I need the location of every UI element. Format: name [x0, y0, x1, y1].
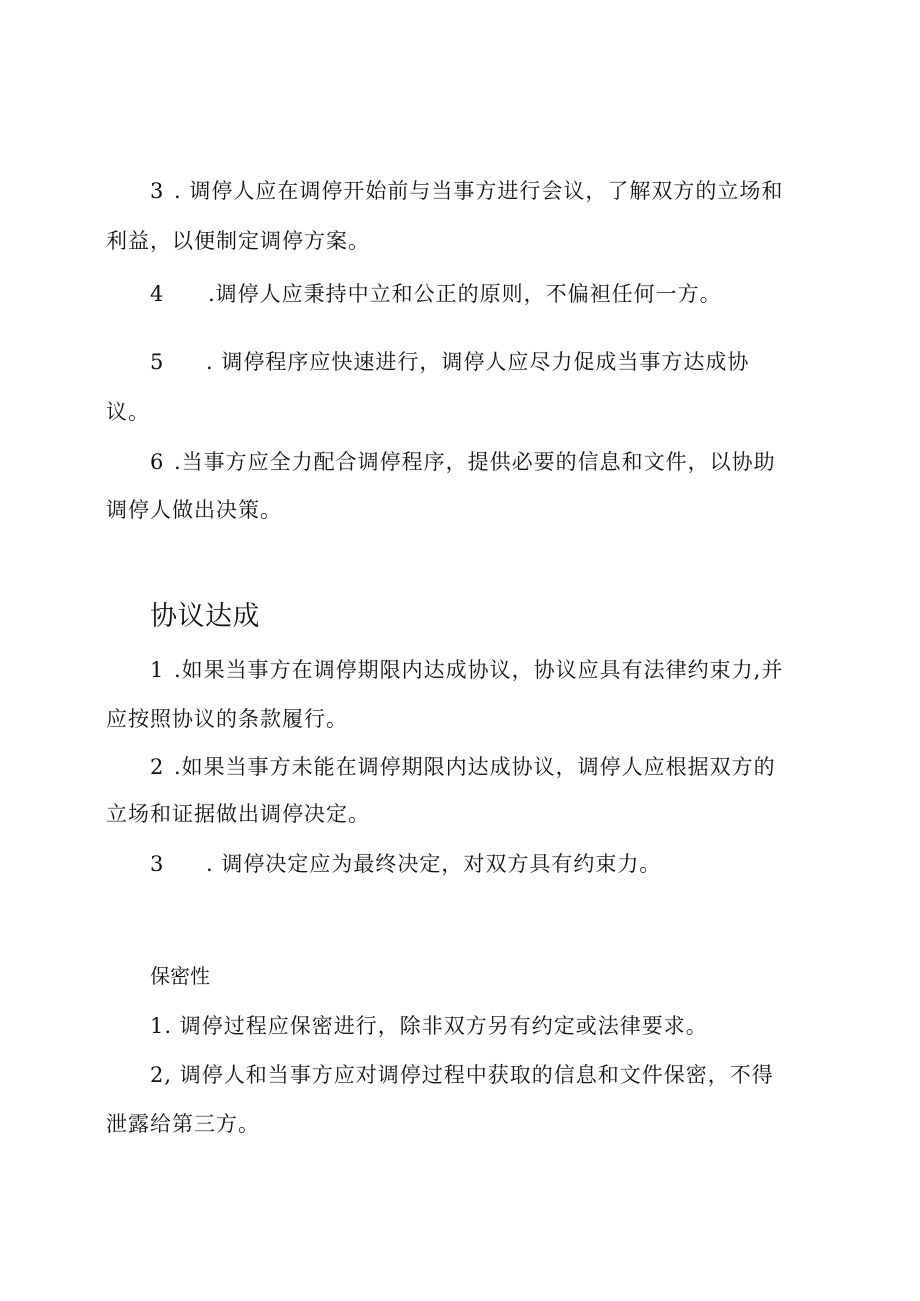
clause-5-line2: 议。: [106, 400, 150, 424]
clause-text: .调停人应秉持中立和公正的原则，不偏袒任何一方。: [208, 282, 722, 306]
clause-text: .当事方应全力配合调停程序，提供必要的信息和文件，以协助: [174, 450, 776, 474]
clause-3-line1: [150, 177, 783, 205]
clause-number: 3: [150, 179, 165, 203]
section-heading-agreement: 协议达成: [150, 601, 260, 632]
confidentiality-1-line1: 1. 调停过程应保密进行，除非双方另有约定或法律要求。: [150, 1014, 708, 1038]
clause-number: 5: [150, 350, 165, 374]
clause-text: . 调停决定应为最终决定，对双方具有约束力。: [206, 852, 662, 876]
clause-3-line2: 利益，以便制定调停方案。: [106, 229, 370, 253]
clause-number: 3: [150, 852, 165, 876]
clause-number: 4: [150, 282, 165, 306]
clause-text: .如果当事方在调停期限内达成协议，协议应具有法律约束力,并: [174, 658, 784, 682]
confidentiality-2-line2: 泄露给第三方。: [106, 1112, 260, 1136]
clause-number: 2: [150, 755, 165, 779]
clause-4-line1: [150, 280, 722, 308]
section-heading-confidentiality: 保密性: [150, 964, 210, 988]
confidentiality-2-line1: 2, 调停人和当事方应对调停过程中获取的信息和文件保密，不得: [150, 1063, 774, 1087]
clause-text: . 调停程序应快速进行，调停人应尽力促成当事方达成协: [206, 350, 750, 374]
agreement-1-line2: 应按照协议的条款履行。: [106, 707, 348, 731]
agreement-1-line1: [150, 656, 783, 684]
agreement-2-line1: [150, 753, 776, 781]
clause-number: 6: [150, 450, 165, 474]
agreement-3-line1: [150, 850, 661, 878]
agreement-2-line2: 立场和证据做出调停决定。: [106, 802, 370, 826]
clause-number: 1: [150, 658, 165, 682]
clause-text: .如果当事方未能在调停期限内达成协议，调停人应根据双方的: [174, 755, 776, 779]
clause-text: . 调停人应在调停开始前与当事方进行会议，了解双方的立场和: [174, 179, 784, 203]
clause-6-line1: [150, 448, 776, 476]
clause-6-line2: 调停人做出决策。: [106, 498, 282, 522]
clause-5-line1: [150, 348, 749, 376]
